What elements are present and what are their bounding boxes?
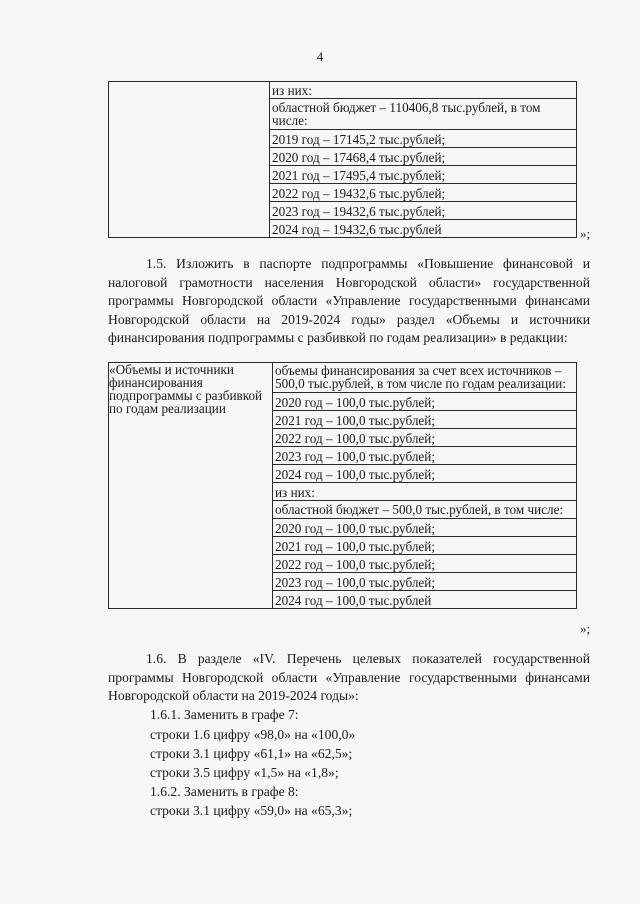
table2-line: 2024 год – 100,0 тыс.рублей <box>273 590 576 608</box>
table1-right-cell <box>270 82 577 238</box>
item-line: строки 3.5 цифру «1,5» на «1,8»; <box>150 765 339 780</box>
table1-line: 2020 год – 17468,4 тыс.рублей; <box>270 147 576 165</box>
table2-line: 2023 год – 100,0 тыс.рублей; <box>273 572 576 590</box>
table1-line: 2021 год – 17495,4 тыс.рублей; <box>270 165 576 183</box>
table2-line: объемы финансирования за счет всех источников – 500,0 тыс.рублей, в том числе по годам реализации: <box>275 363 566 391</box>
paragraph-1-5: 1.5. Изложить в паспорте подпрограммы «Повышение финансовой и налоговой грамотности населения Новгородской области» государственной программы Новгородской области «Управление государственными финансами Новгородской области на 2019-2024 годы» раздел «Объемы и источники финансирования подпрограммы с разбивкой по годам реализации» в редакции: <box>108 256 590 345</box>
table-budget-continuation <box>108 81 577 238</box>
table-financing <box>108 362 577 609</box>
table1-line: 2019 год – 17145,2 тыс.рублей; <box>270 129 576 147</box>
table2-line: 2023 год – 100,0 тыс.рублей; <box>273 446 576 464</box>
table1-line: 2023 год – 19432,6 тыс.рублей; <box>270 201 576 219</box>
table1-line: областной бюджет – 110406,8 тыс.рублей, в том числе: <box>270 98 576 129</box>
paragraph-1-6: 1.6. В разделе «IV. Перечень целевых показателей государственной программы Новгородской области «Управление государственными финансами Новгородской области на 2019-2024 годы»: <box>108 651 590 703</box>
item-line: строки 1.6 цифру «98,0» на «100,0» <box>150 727 356 742</box>
table1-left-cell <box>109 82 270 238</box>
table1-closing-quote: »; <box>580 226 591 241</box>
table2-line: из них: <box>273 482 576 500</box>
table2-line: 2020 год – 100,0 тыс.рублей; <box>273 392 576 410</box>
table2-line: 2021 год – 100,0 тыс.рублей; <box>273 536 576 554</box>
table2-line: 2022 год – 100,0 тыс.рублей; <box>273 428 576 446</box>
item-1-6-1: 1.6.1. Заменить в графе 7: <box>150 707 299 722</box>
table2-line: 2020 год – 100,0 тыс.рублей; <box>273 518 576 536</box>
table2-closing-quote: »; <box>580 621 591 636</box>
table1-line: 2024 год – 19432,6 тыс.рублей <box>270 219 576 237</box>
page-number: 4 <box>316 49 324 64</box>
table2-line: 2022 год – 100,0 тыс.рублей; <box>273 554 576 572</box>
table1-line: из них: <box>272 83 312 98</box>
table1-line: 2022 год – 19432,6 тыс.рублей; <box>270 183 576 201</box>
item-line: строки 3.1 цифру «59,0» на «65,3»; <box>150 803 353 818</box>
item-1-6-2: 1.6.2. Заменить в графе 8: <box>150 784 299 799</box>
table2-right-cell <box>273 363 577 609</box>
table2-line: областной бюджет – 500,0 тыс.рублей, в том числе: <box>273 500 576 518</box>
item-line: строки 3.1 цифру «61,1» на «62,5»; <box>150 746 353 761</box>
table2-left-cell: «Объемы и источники финансирования подпрограммы с разбивкой по годам реализации <box>109 363 273 609</box>
table2-line: 2024 год – 100,0 тыс.рублей; <box>273 464 576 482</box>
table2-line: 2021 год – 100,0 тыс.рублей; <box>273 410 576 428</box>
